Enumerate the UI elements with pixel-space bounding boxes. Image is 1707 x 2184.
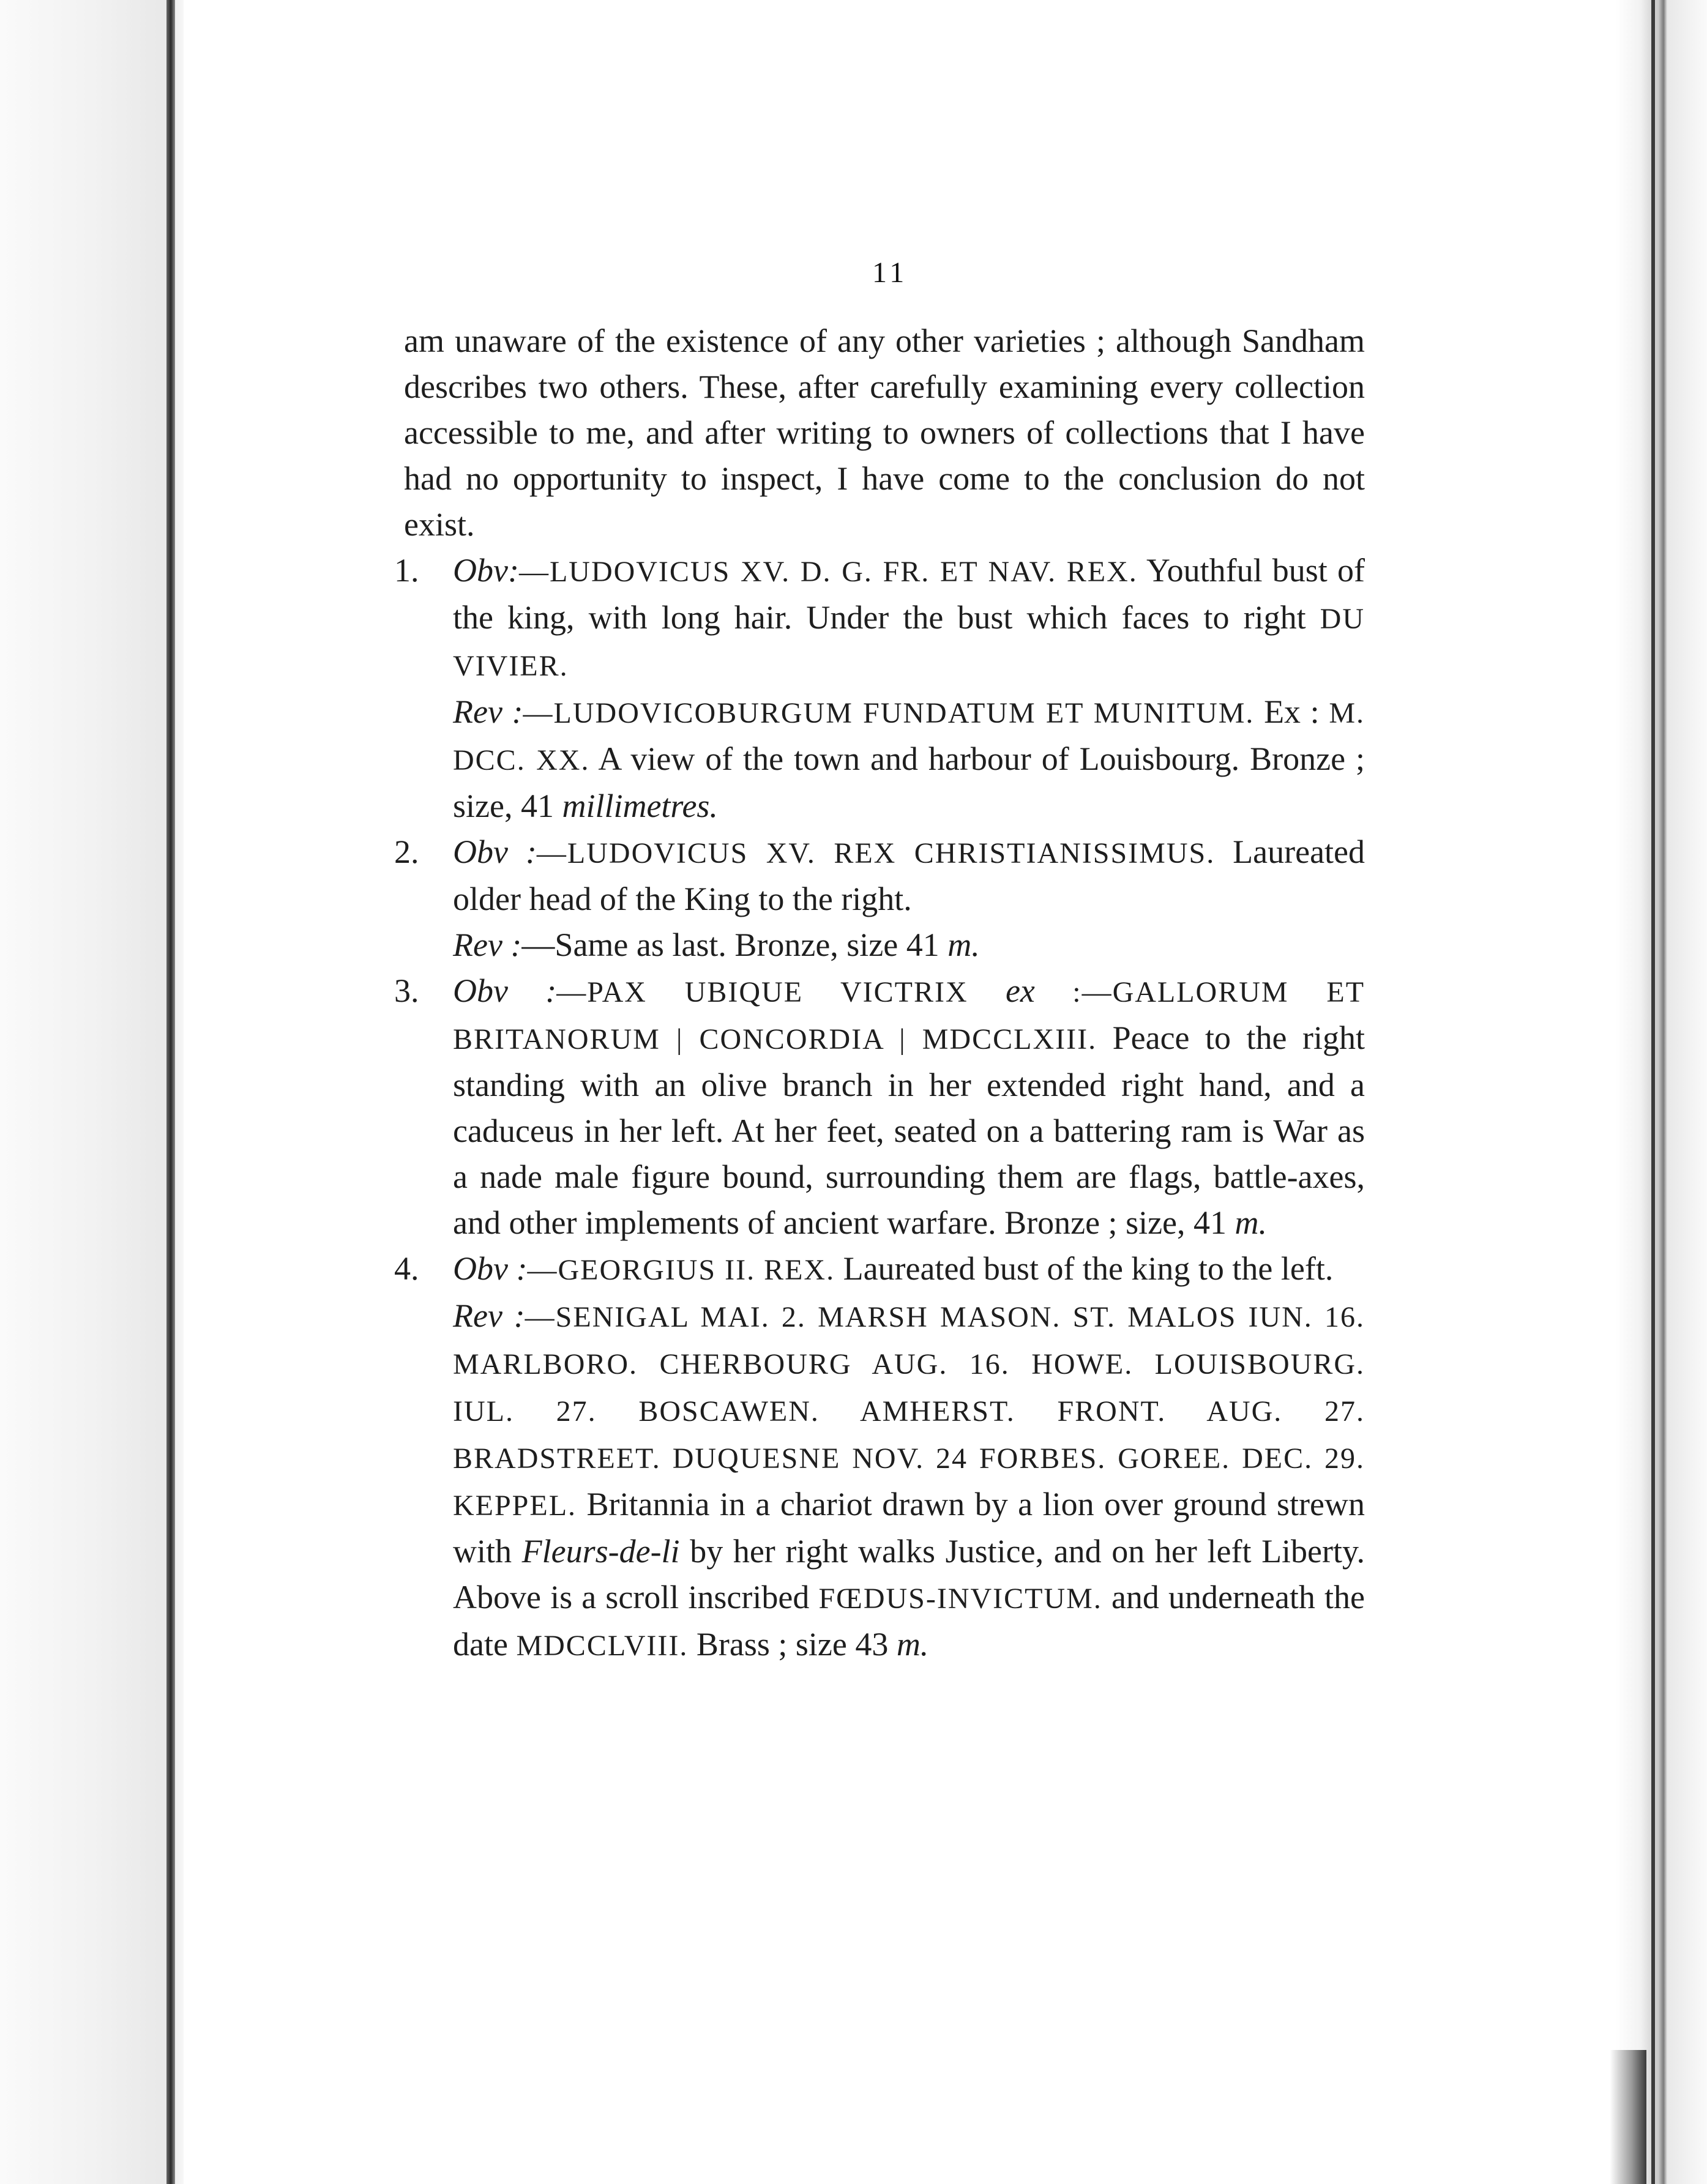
entry-number: 2. [394,833,419,870]
reverse-text-4: Brass ; size 43 [696,1626,897,1663]
reverse-text-2: by her right walks Justice, and on her left Liberty. Above is a scroll inscribed [453,1533,1365,1616]
entry-number: 4. [394,1250,419,1287]
obverse-description [394,829,1365,922]
size-unit: millimetres. [562,788,718,824]
page-edge-right [1651,0,1655,2184]
fleurs-de-lis-text: Fleurs-de-li [521,1533,680,1570]
obverse-description [394,548,1365,689]
page-edge-left [166,0,175,2184]
reverse-description [404,689,1365,829]
medal-entry-3 [394,968,1365,1246]
reverse-label: Rev : [453,926,522,963]
entry-number: 1. [394,552,419,589]
reverse-legend: —LUDOVICOBURGUM FUNDATUM ET MUNITUM. [523,697,1255,729]
reverse-text-3: and underneath the date [453,1579,1365,1663]
medal-entry-2 [394,829,1365,968]
medal-entry-1 [394,548,1365,829]
page-curl-bottom-right [1610,2050,1646,2184]
obverse-text: Laureated bust of the king to the left. [843,1250,1334,1287]
page-number: 11 [872,256,908,289]
exergue-legend: M. DCC. XX. [453,697,1365,777]
obverse-label: Obv : [453,833,537,870]
obverse-text: Youthful bust of the king, with long hair. Under the bust which faces to right [453,552,1365,636]
page-body [394,318,1365,1669]
entry-number: 3. [394,972,419,1009]
reverse-description [404,1293,1365,1669]
reverse-legend: —SENIGAL MAI. 2. MARSH MASON. ST. MALOS IUN. 16. MARLBORO. CHERBOURG AUG. 16. HOWE. LOUISBOURG. IUL. 27. BOSCAWEN. AMHERST. FRONT. AUG. 27. BRADSTREET. DUQUESNE NOV. 24 FORBES. GOREE. DEC. 29. KEPPEL. [453,1301,1365,1522]
reverse-text: A view of the town and harbour of Louisbourg. Bronze ; size, 41 [453,740,1365,824]
obverse-text: Laureated older head of the King to the right. [453,833,1365,917]
size-unit: m. [896,1626,929,1663]
exergue-legend: :—GALLORUM ET BRITANORUM | CONCORDIA | MDCCLXIII. [453,976,1365,1056]
size-unit: m. [1234,1204,1268,1241]
intro-paragraph: am unaware of the existence of any other varieties ; although Sandham describes two others. These, after carefully examining every collection accessible to me, and after writing to owners of collections that I have had no opportunity to inspect, I have come to the conclusion do not exist. [404,322,1365,543]
engraver-signature: DU VIVIER. [453,603,1365,682]
reverse-description [404,922,1365,968]
scan-shadow-right [1616,0,1707,2184]
size-unit: m. [947,926,980,963]
obverse-legend: —GEORGIUS II. REX. [527,1254,835,1286]
obverse-legend: —LUDOVICUS XV. REX CHRISTIANISSIMUS. [536,837,1216,870]
exergue-label: ex [1005,972,1035,1009]
obverse-legend: —LUDOVICUS XV. D. G. FR. ET NAV. REX. [518,556,1138,588]
obverse-label: Obv : [453,972,557,1009]
obverse-label: Obv : [453,1250,528,1287]
scan-binding-shadow-left [0,0,184,2184]
obverse-description [394,1246,1365,1293]
medal-entry-4 [394,1246,1365,1669]
obverse-text: Peace to the right standing with an olive branch in her extended right hand, and a caduceus in her left. At her feet, seated on a battering ram is War as a nade male figure bound, surrounding them are flags, battle-axes, and other implements of ancient warfare. Bronze ; size, 41 [453,1019,1365,1241]
exergue-label: Ex : [1264,693,1329,730]
obverse-legend: —PAX UBIQUE VICTRIX [556,976,968,1008]
obverse-description [394,968,1365,1246]
obverse-label: Obv: [453,552,519,589]
scroll-inscription: FŒDUS-INVICTUM. [818,1582,1102,1615]
reverse-label: Rev : [453,1297,525,1334]
reverse-text: —Same as last. Bronze, size 41 [521,926,948,963]
reverse-label: Rev : [453,693,523,730]
reverse-text: Britannia in a chariot drawn by a lion over ground strewn with [453,1486,1365,1570]
medal-date: MDCCLVIII. [516,1630,689,1662]
